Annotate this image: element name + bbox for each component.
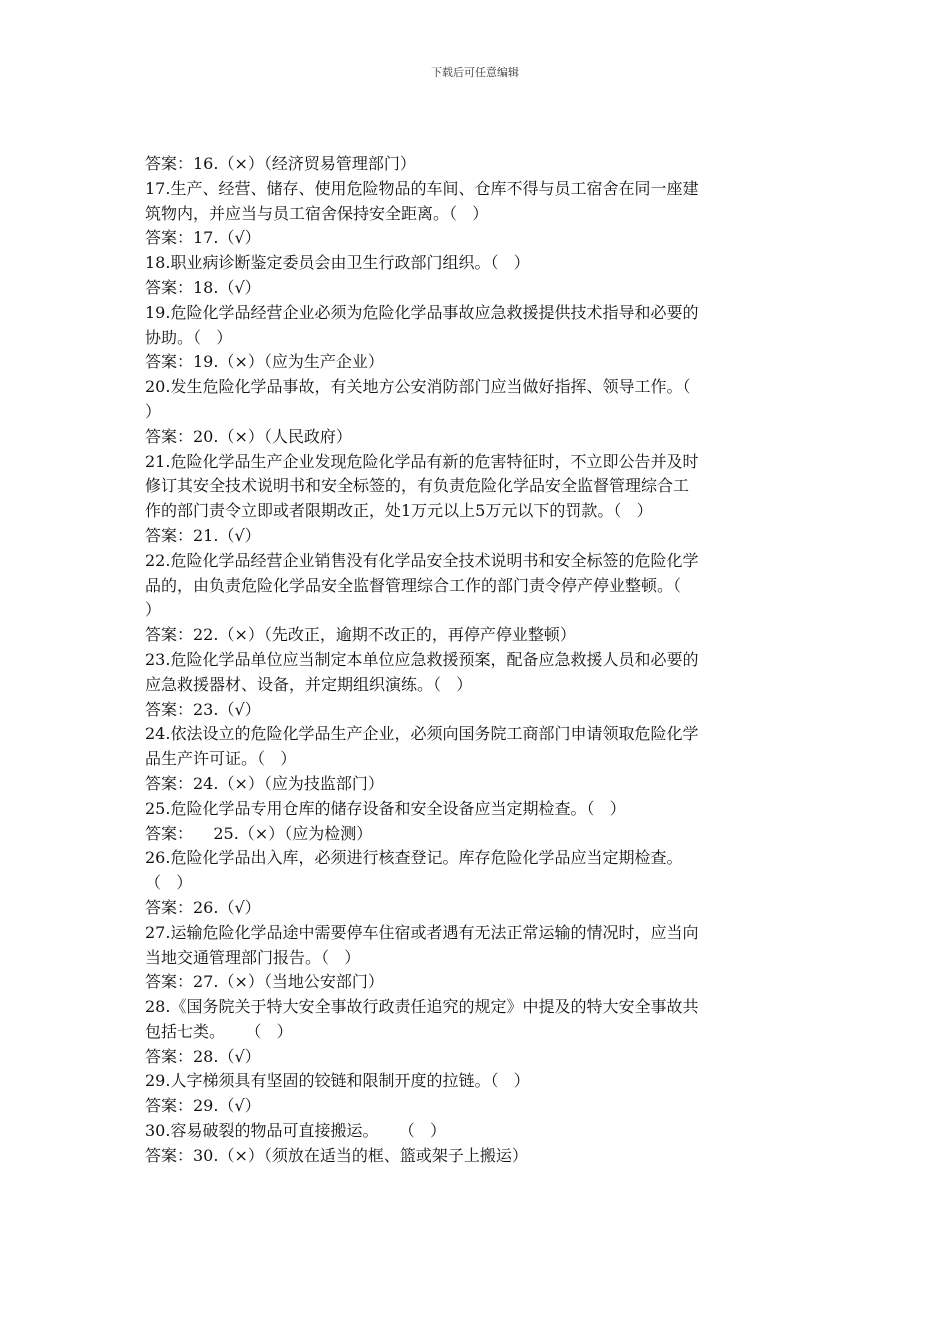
text-line: 筑物内，并应当与员工宿舍保持安全距离。（ ） xyxy=(145,203,489,223)
text-line: 答案：22.（×）（先改正，逾期不改正的，再停产停业整顿） xyxy=(145,625,576,645)
text-line: 19.危险化学品经营企业必须为危险化学品事故应急救援提供技术指导和必要的 xyxy=(145,302,699,322)
text-line: 答案：27.（×）（当地公安部门） xyxy=(145,972,384,992)
text-line: 答案：19.（×）（应为生产企业） xyxy=(145,352,384,372)
text-line: 20.发生危险化学品事故，有关地方公安消防部门应当做好指挥、领导工作。（ xyxy=(145,377,691,397)
text-line: 25.危险化学品专用仓库的储存设备和安全设备应当定期检查。（ ） xyxy=(145,798,626,818)
text-line: 包括七类。 （ ） xyxy=(145,1021,293,1041)
text-line: 30.容易破裂的物品可直接搬运。 （ ） xyxy=(145,1121,447,1141)
text-line: 协助。（ ） xyxy=(145,327,233,347)
text-line: 答案：21.（√） xyxy=(145,525,261,545)
text-line: 作的部门责令立即或者限期改正，处1万元以上5万元以下的罚款。（ ） xyxy=(145,501,653,521)
text-line: （ ） xyxy=(145,873,193,893)
text-line: 答案：28.（√） xyxy=(145,1046,261,1066)
text-line: 答案：18.（√） xyxy=(145,277,261,297)
text-line: 应急救援器材、设备，并定期组织演练。（ ） xyxy=(145,674,473,694)
text-line: 修订其安全技术说明书和安全标签的，有负责危险化学品安全监督管理综合工 xyxy=(145,476,690,496)
text-line: 答案：16.（×）（经济贸易管理部门） xyxy=(145,154,416,173)
text-line: 27.运输危险化学品途中需要停车住宿或者遇有无法正常运输的情况时，应当向 xyxy=(145,922,699,942)
text-line: 答案：26.（√） xyxy=(145,897,261,917)
text-line: 答案：20.（×）（人民政府） xyxy=(145,426,352,446)
text-line: 26.危险化学品出入库，必须进行核查登记。库存危险化学品应当定期检查。 xyxy=(145,848,683,868)
text-line: 答案：23.（√） xyxy=(145,699,261,719)
text-line: 29.人字梯须具有坚固的铰链和限制开度的拉链。（ ） xyxy=(145,1071,530,1091)
text-line: 24.依法设立的危险化学品生产企业，必须向国务院工商部门申请领取危险化学 xyxy=(145,724,699,744)
text-line: ） xyxy=(145,401,162,421)
text-line: 17.生产、经营、储存、使用危险物品的车间、仓库不得与员工宿舍在同一座建 xyxy=(145,178,699,198)
document-body xyxy=(145,152,810,1169)
text-line: 品生产许可证。（ ） xyxy=(145,749,297,769)
text-line: ） xyxy=(145,600,162,620)
text-line: 答案：30.（×）（须放在适当的框、篮或架子上搬运） xyxy=(145,1145,528,1165)
text-line: 答案： 25.（×）（应为检测） xyxy=(145,823,373,843)
page-header-note: 下载后可任意编辑 xyxy=(431,66,519,79)
text-line: 答案：17.（√） xyxy=(145,228,261,248)
text-line: 答案：24.（×）（应为技监部门） xyxy=(145,773,384,793)
text-line: 21.危险化学品生产企业发现危险化学品有新的危害特征时，不立即公告并及时 xyxy=(145,451,699,471)
text-line: 当地交通管理部门报告。（ ） xyxy=(145,947,361,967)
text-line: 22.危险化学品经营企业销售没有化学品安全技术说明书和安全标签的危险化学 xyxy=(145,550,699,570)
text-line: 18.职业病诊断鉴定委员会由卫生行政部门组织。（ ） xyxy=(145,253,530,273)
text-line: 23.危险化学品单位应当制定本单位应急救援预案，配备应急救援人员和必要的 xyxy=(145,649,699,669)
text-line: 答案：29.（√） xyxy=(145,1096,261,1116)
text-line: 品的，由负责危险化学品安全监督管理综合工作的部门责令停产停业整顿。（ xyxy=(145,575,682,595)
text-line: 28.《国务院关于特大安全事故行政责任追究的规定》中提及的特大安全事故共 xyxy=(145,997,699,1017)
